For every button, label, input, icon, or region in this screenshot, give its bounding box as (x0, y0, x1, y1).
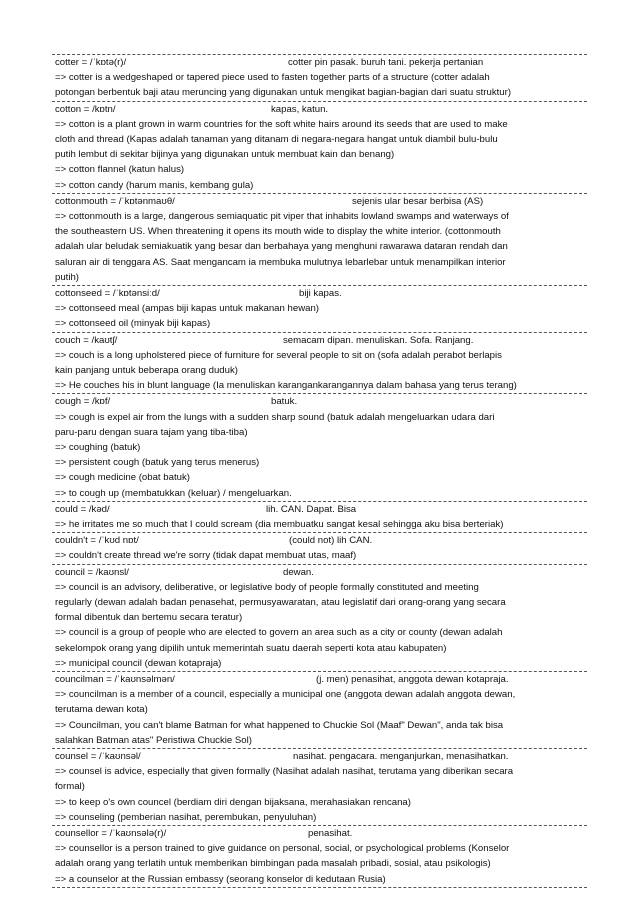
definition-line: putih lembut di sekitar bijinya yang digunakan untuk membuat kain dan benang) (55, 149, 395, 161)
entry-meaning: sejenis ular besar berbisa (AS) (352, 195, 484, 207)
entry-head (52, 102, 587, 117)
definition-line: => He couches his in blunt language (Ia menuliskan karangankarangannya dalam bahasa yang terus terang) (55, 380, 517, 392)
definition-line: => cottonseed meal (ampas biji kapas untuk makanan hewan) (55, 303, 319, 315)
definition-line: putih) (55, 271, 79, 283)
dictionary-entry (52, 533, 587, 564)
definition-line: => cotton candy (harum manis, kembang gula) (55, 179, 254, 191)
definition-line: => council is a group of people who are elected to govern an area such as a city or county (dewan adalah (55, 627, 503, 639)
entry-head (52, 749, 587, 764)
definition-line: adalah ular beludak semiakuatik yang besar dan berbahaya yang menghuni rawarawa dataran rendah dan (55, 241, 508, 253)
definition-line: => couch is a long upholstered piece of furniture for several people to sit on (sofa adalah perabot berlapis (55, 349, 502, 361)
entry-head (52, 333, 587, 348)
definition-line: => cotter is a wedgeshaped or tapered piece used to fasten together parts of a structure (cotter adalah (55, 72, 490, 84)
entry-meaning: biji kapas. (299, 288, 342, 299)
dictionary-entry (52, 672, 587, 749)
entry-term: couldn't = /ˈkʊd nɒt/ (55, 535, 139, 547)
definition-line: terutama dewan kota) (55, 704, 148, 716)
definition-line: => a counselor at the Russian embassy (seorang konselor di kedutaan Rusia) (55, 873, 386, 885)
entry-head (52, 565, 587, 580)
entry-meaning: (could not) lih CAN. (289, 535, 373, 547)
definition-line: salahkan Batman atas" Peristiwa Chuckie Sol) (55, 734, 252, 746)
definition-line: paru-paru dengan suara tajam yang tiba-tiba) (55, 426, 248, 438)
definition-line: saluran air di tenggara AS. Saat mengancam ia membuka mulutnya lebarlebar untuk menampilkan interior (55, 256, 506, 268)
dictionary-entry (52, 826, 587, 888)
entry-term: cottonseed = /ˈkɒtənsiːd/ (55, 288, 160, 299)
definition-line: regularly (dewan adalah badan penasehat, permusyawaratan, atau legislatif dari orang-orang yang secara (55, 596, 506, 608)
definition-line: => persistent cough (batuk yang terus menerus) (55, 457, 260, 469)
definition-line: cloth and thread (Kapas adalah tanaman yang ditanam di negara-negara hangat untuk diambil bulu-bulu (55, 133, 498, 145)
dictionary-entry (52, 54, 587, 102)
entry-term: couch = /kaʊtʃ/ (55, 334, 118, 346)
definition-line: kain panjang untuk beberapa orang duduk) (55, 364, 238, 376)
entry-term: council = /kaʊnsl/ (55, 566, 129, 578)
definition-line: => to keep o's own councel (berdiam diri dengan bijaksana, merahasiakan rencana) (55, 796, 411, 808)
entry-term: cough = /kɒf/ (55, 396, 111, 408)
entry-meaning: batuk. (271, 396, 298, 408)
dictionary-entry (52, 502, 587, 533)
entry-head (52, 672, 587, 687)
dictionary-entry (52, 102, 587, 194)
entry-head (52, 394, 587, 409)
definition-line: => couldn't create thread we're sorry (tidak dapat membuat utas, maaf) (55, 550, 357, 562)
entry-head (52, 194, 587, 209)
entry-head (52, 826, 587, 841)
definition-line: the southeastern US. When threatening it opens its mouth wide to display the white interior. (cottonmouth (55, 226, 501, 238)
definition-line: => counsel is advice, especially that given formally (Nasihat adalah nasihat, terutama yang diberikan secara (55, 766, 514, 778)
entry-meaning: nasihat. pengacara. menganjurkan, menasihatkan. (293, 750, 509, 762)
definition-line: => cottonmouth is a large, dangerous semiaquatic pit viper that inhabits lowland swamps and waterways of (55, 210, 509, 222)
definition-line: potongan berbentuk baji atau meruncing yang digunakan untuk mengikat bagian-bagian dari suatu struktur) (55, 87, 512, 99)
dictionary-entry (52, 333, 587, 395)
definition-line: => coughing (batuk) (55, 441, 141, 453)
entry-term: councilman = /ˈkaʊnsəlmən/ (55, 673, 175, 685)
definition-line: => counsellor is a person trained to give guidance on personal, social, or psychological problems (Konselor (55, 843, 510, 855)
definition-line: => to cough up (membatukkan (keluar) / mengeluarkan. (55, 487, 292, 499)
entry-head (52, 55, 587, 70)
definition-line: => cough is expel air from the lungs with a sudden sharp sound (batuk adalah mengeluarkan udara dari (55, 411, 495, 423)
dictionary-entry (52, 749, 587, 826)
entry-meaning: kapas, katun. (271, 103, 329, 115)
entry-head (52, 286, 587, 301)
dictionary-entry (52, 565, 587, 672)
definition-line: => cough medicine (obat batuk) (55, 472, 190, 484)
definition-line: => counseling (pemberian nasihat, perembukan, penyuluhan) (55, 811, 317, 823)
definition-line: adalah orang yang terlatih untuk memberikan bimbingan pada masalah pribadi, sosial, atau psikologis) (55, 858, 491, 870)
entry-meaning: semacam dipan. menuliskan. Sofa. Ranjang. (283, 334, 474, 346)
entry-term: counsel = /ˈkaʊnsəl/ (55, 750, 141, 762)
entry-meaning: dewan. (283, 566, 314, 578)
entry-term: could = /kəd/ (55, 503, 110, 515)
definition-line: sekelompok orang yang dipilih untuk memerintah suatu daerah seperti kota atau kabupaten) (55, 642, 447, 654)
entry-head (52, 502, 587, 517)
definition-line: => he irritates me so much that I could scream (dia membuatku sangat kesal sehingga aku bisa berteriak) (55, 518, 504, 530)
entry-meaning: cotter pin pasak. buruh tani. pekerja pertanian (288, 57, 484, 68)
dictionary-page (52, 54, 587, 888)
definition-line: => municipal council (dewan kotapraja) (55, 657, 222, 669)
definition-line: => cotton is a plant grown in warm countries for the soft white hairs around its seeds that are used to make (55, 118, 508, 130)
entry-meaning: lih. CAN. Dapat. Bisa (266, 503, 357, 515)
entry-head (52, 533, 587, 548)
entry-term: cotter = /ˈkɒtə(r)/ (55, 57, 127, 68)
definition-line: => council is an advisory, deliberative, or legislative body of people formally constituted and meeting (55, 581, 479, 593)
entry-meaning: (j. men) penasihat, anggota dewan kotapraja. (316, 673, 509, 685)
dictionary-entry (52, 286, 587, 333)
definition-line: => cotton flannel (katun halus) (55, 164, 185, 176)
entry-term: counsellor = /ˈkaʊnsələ(r)/ (55, 827, 167, 839)
dictionary-entry (52, 394, 587, 501)
entry-term: cottonmouth = /ˈkɒtənmaʊθ/ (55, 195, 175, 207)
entry-meaning: penasihat. (308, 827, 353, 839)
definition-line: formal) (55, 781, 85, 793)
definition-line: formal dibentuk dan bertemu secara teratur) (55, 612, 243, 624)
definition-line: => Councilman, you can't blame Batman for what happened to Chuckie Sol (Maaf" Dewan", anda tak bisa (55, 719, 504, 731)
definition-line: => cottonseed oil (minyak biji kapas) (55, 318, 211, 330)
entry-term: cotton = /kɒtn/ (55, 103, 116, 115)
definition-line: => councilman is a member of a council, especially a municipal one (anggota dewan adalah anggota dewan, (55, 689, 516, 701)
dictionary-entry (52, 194, 587, 286)
